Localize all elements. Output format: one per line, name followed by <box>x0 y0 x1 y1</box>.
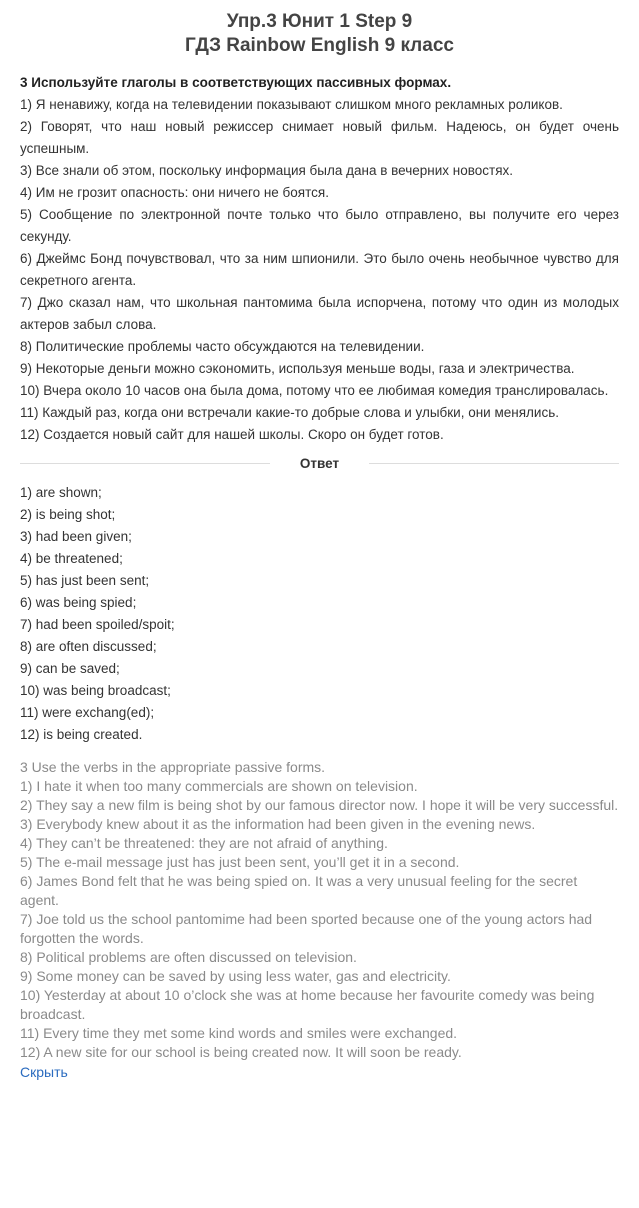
answer-item: 9) can be saved; <box>20 661 120 676</box>
translation-item: 5) The e-mail message just has just been sent, you’ll get it in a second. <box>20 854 460 870</box>
divider-line-right <box>369 463 619 464</box>
answer-item: 5) has just been sent; <box>20 573 150 588</box>
answer-item: 2) is being shot; <box>20 507 116 522</box>
divider-line-left <box>20 463 270 464</box>
answer-item: 12) is being created. <box>20 727 143 742</box>
hide-link[interactable]: Скрыть <box>20 1064 68 1080</box>
answer-item: 4) be threatened; <box>20 551 123 566</box>
task-item: 9) Некоторые деньги можно сэкономить, используя меньше воды, газа и электричества. <box>20 361 575 376</box>
translation-heading: 3 Use the verbs in the appropriate passive forms. <box>20 759 326 775</box>
task-item: 2) Говорят, что наш новый режиссер снимает новый фильм. Надеюсь, он будет очень успешным. <box>20 119 619 156</box>
task-item: 4) Им не грозит опасность: они ничего не боятся. <box>20 185 329 200</box>
task-item: 6) Джеймс Бонд почувствовал, что за ним шпионили. Это было очень необычное чувство для секретного агента. <box>20 251 619 288</box>
task-item: 10) Вчера около 10 часов она была дома, потому что ее любимая комедия транслировалась. <box>20 383 609 398</box>
translation-item: 2) They say a new film is being shot by our famous director now. I hope it will be very successful. <box>20 797 619 813</box>
answer-label: Ответ <box>299 455 340 471</box>
translation-section <box>20 758 619 1062</box>
answer-divider <box>20 452 619 474</box>
task-item: 1) Я ненавижу, когда на телевидении показывают слишком много рекламных роликов. <box>20 97 563 112</box>
translation-item: 7) Joe told us the school pantomime had been sported because one of the young actors had forgotten the words. <box>20 911 593 946</box>
answer-item: 6) was being spied; <box>20 595 137 610</box>
translation-item: 3) Everybody knew about it as the information had been given in the evening news. <box>20 816 536 832</box>
translation-item: 10) Yesterday at about 10 o’clock she was at home because her favourite comedy was being broadcast. <box>20 987 595 1022</box>
page-title: Упр.3 Юнит 1 Step 9 <box>226 11 413 32</box>
translation-item: 9) Some money can be saved by using less water, gas and electricity. <box>20 968 451 984</box>
task-item: 3) Все знали об этом, поскольку информация была дана в вечерних новостях. <box>20 163 514 178</box>
task-list <box>20 94 619 446</box>
page-header <box>20 0 619 58</box>
task-item: 11) Каждый раз, когда они встречали какие-то добрые слова и улыбки, они менялись. <box>20 405 559 420</box>
page-subtitle: ГДЗ Rainbow English 9 класс <box>185 35 454 56</box>
task-item: 7) Джо сказал нам, что школьная пантомима была испорчена, потому что один из молодых актеров забыл слова. <box>20 295 619 332</box>
answer-item: 11) were exchang(ed); <box>20 705 155 720</box>
translation-item: 8) Political problems are often discussed on television. <box>20 949 357 965</box>
translation-item: 6) James Bond felt that he was being spied on. It was a very unusual feeling for the secret agent. <box>20 873 578 908</box>
translation-item: 4) They can’t be threatened: they are not afraid of anything. <box>20 835 388 851</box>
translation-item: 1) I hate it when too many commercials are shown on television. <box>20 778 418 794</box>
answer-item: 7) had been spoiled/spoit; <box>20 617 175 632</box>
answer-item: 10) was being broadcast; <box>20 683 171 698</box>
answer-item: 8) are often discussed; <box>20 639 157 654</box>
answers-list <box>20 482 619 746</box>
translation-item: 12) A new site for our school is being created now. It will soon be ready. <box>20 1044 462 1060</box>
task-item: 8) Политические проблемы часто обсуждаются на телевидении. <box>20 339 425 354</box>
answer-item: 3) had been given; <box>20 529 132 544</box>
task-section <box>20 72 619 446</box>
translation-item: 11) Every time they met some kind words and smiles were exchanged. <box>20 1025 458 1041</box>
task-item: 12) Создается новый сайт для нашей школы. Скоро он будет готов. <box>20 427 444 442</box>
task-heading: 3 Используйте глаголы в соответствующих пассивных формах. <box>20 75 452 90</box>
task-item: 5) Сообщение по электронной почте только что было отправлено, вы получите его через секунду. <box>20 207 619 244</box>
answer-item: 1) are shown; <box>20 485 102 500</box>
